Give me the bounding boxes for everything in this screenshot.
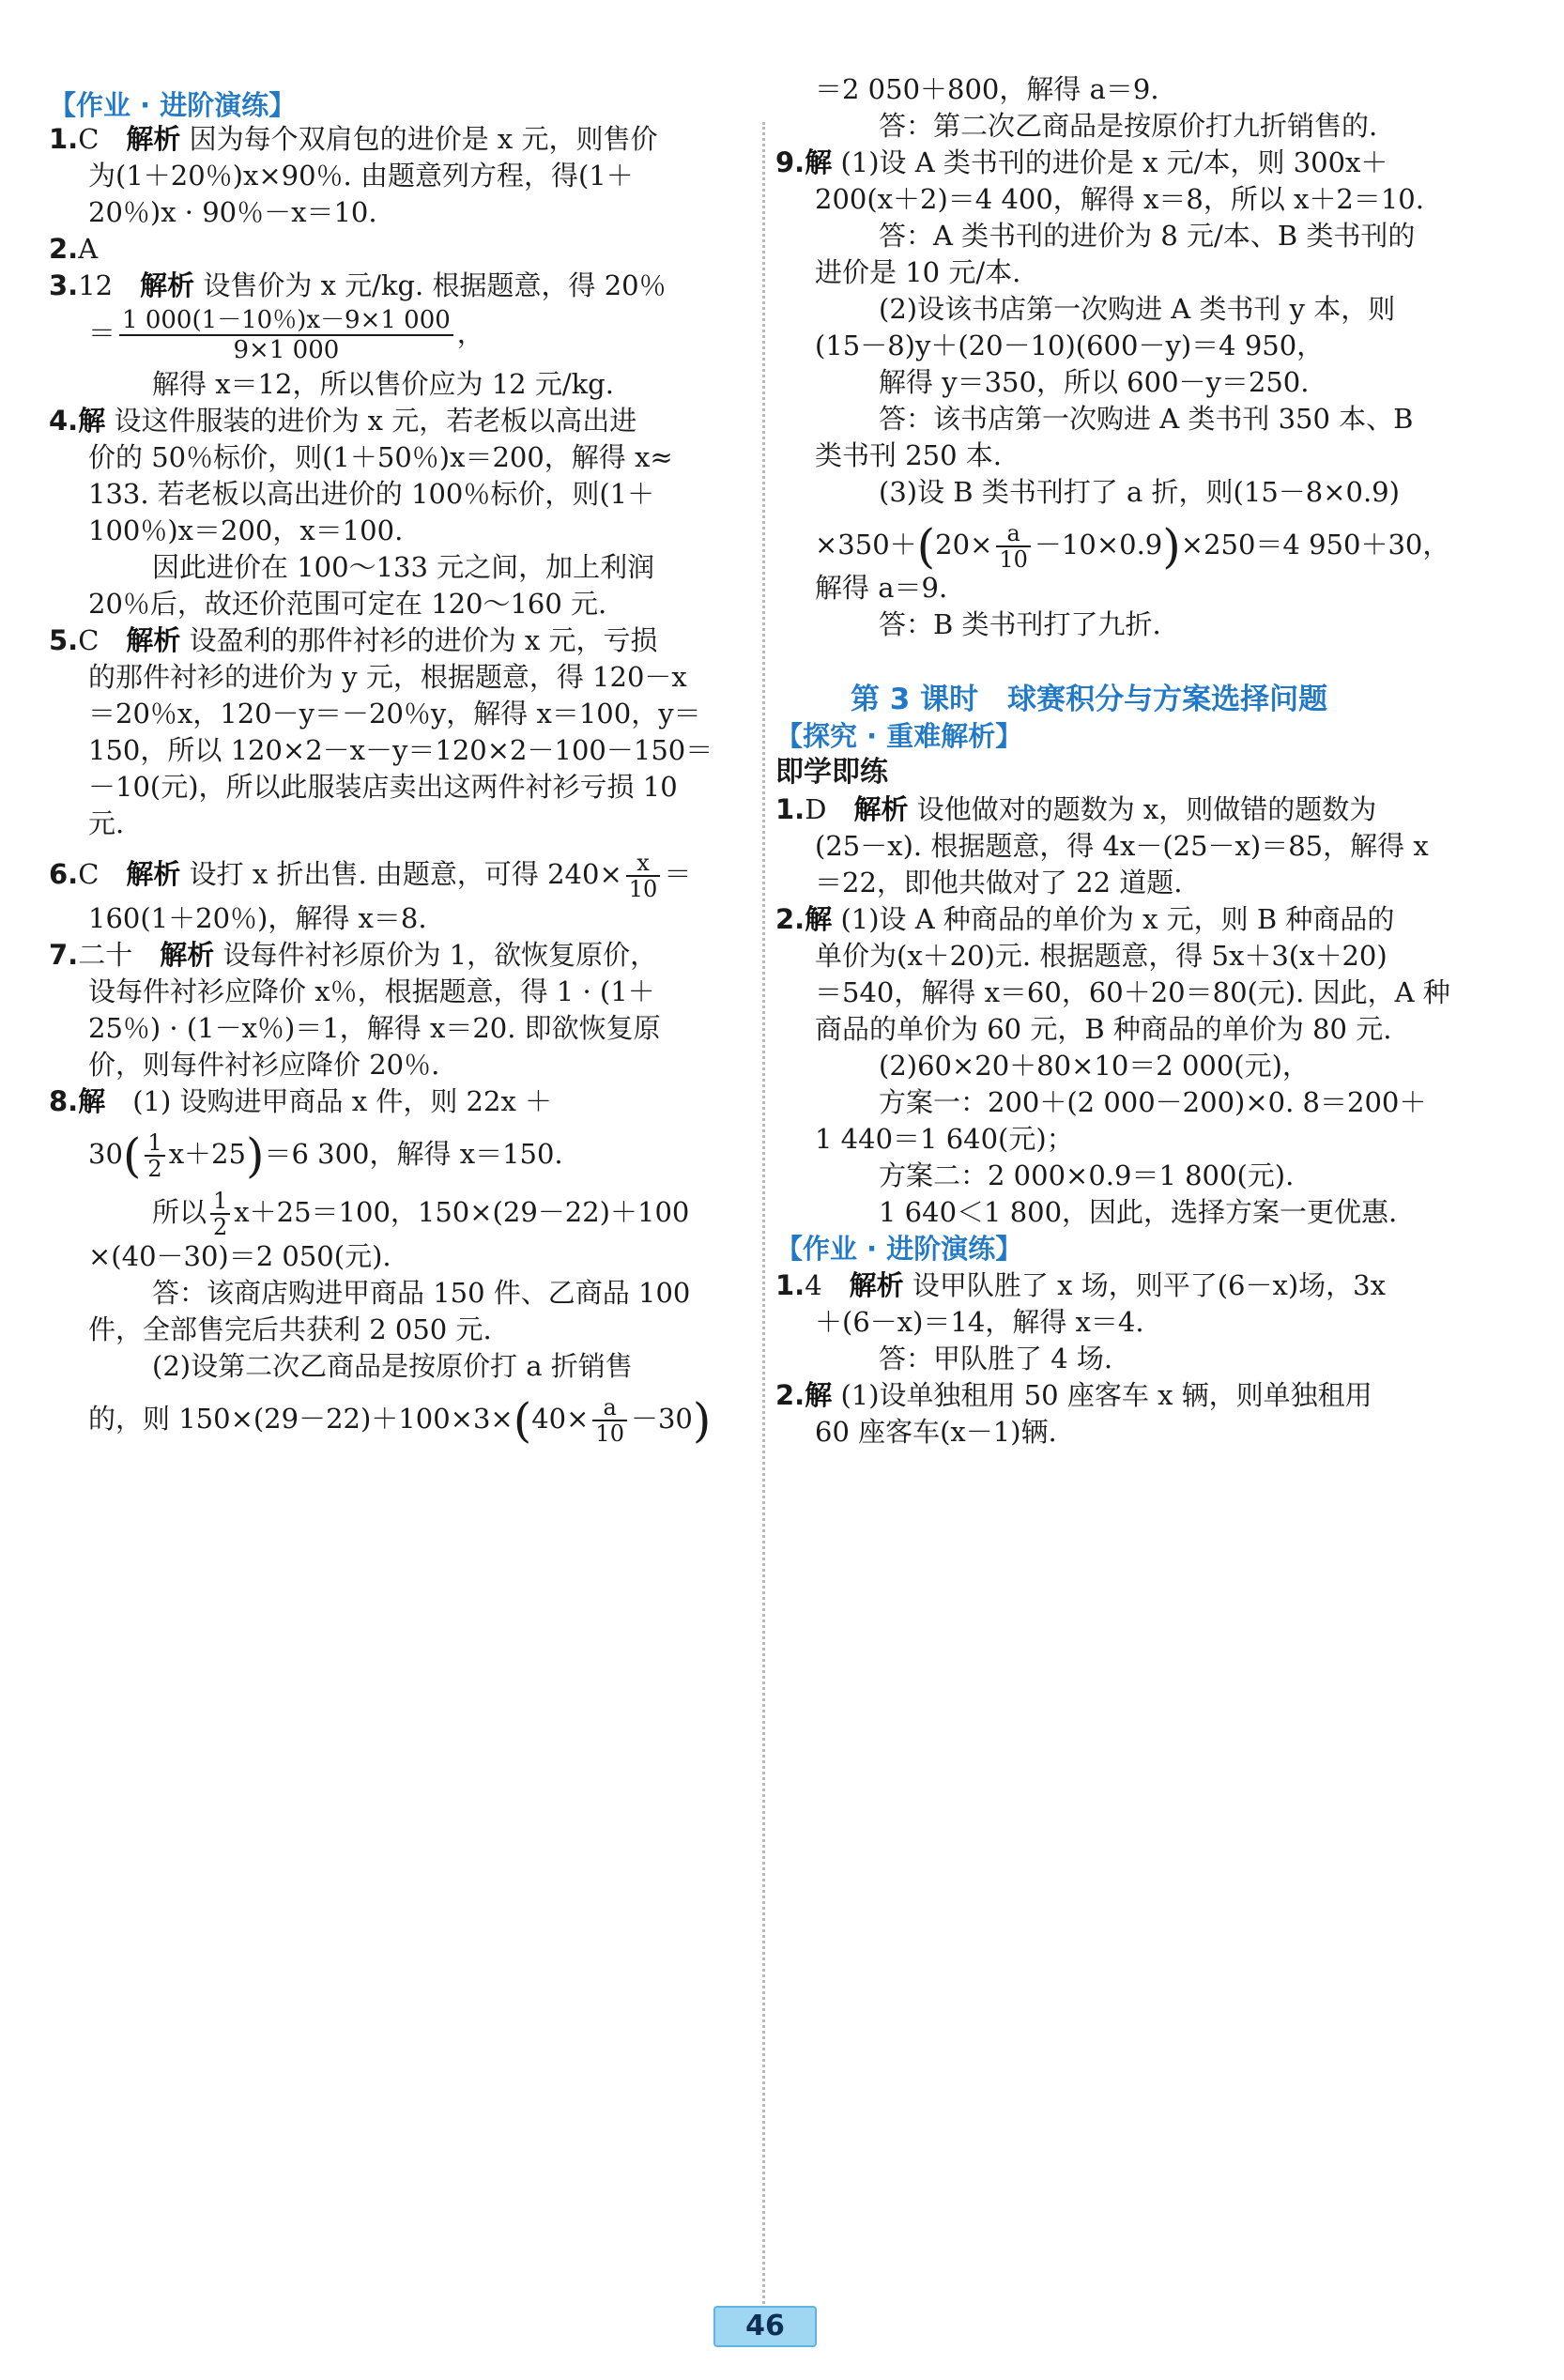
homework-1-line: ＋(6－x)＝14，解得 x＝4. [815, 1306, 1144, 1338]
answer-8-line: ×(40－30)＝2 050(元). [88, 1240, 391, 1272]
answer-7-line: 设每件衬衫应降价 x％，根据题意，得 1 · (1＋ [88, 975, 655, 1007]
answer-4-line: 133. 若老板以高出进价的 100％标价，则(1＋ [88, 478, 655, 510]
practice-2-line: 方案二：2 000×0.9＝1 800(元). [879, 1159, 1295, 1191]
section-tag-explore: 【探究 · 重难解析】 [775, 720, 1023, 752]
answer-8-line: (2)设第二次乙商品是按原价打 a 折销售 [152, 1350, 633, 1382]
answer-5-line: 150，所以 120×2－x－y＝120×2－100－150＝ [88, 734, 713, 766]
answer-5: 5.C 解析 设盈利的那件衬衫的进价为 x 元，亏损 [49, 624, 658, 656]
page-number: 46 [713, 2306, 817, 2347]
answer-9-line: 解得 y＝350，所以 600－y＝250. [879, 366, 1310, 398]
answer-9-line: 类书刊 250 本. [815, 439, 1003, 471]
answer-8-line: 答：该商店购进甲商品 150 件、乙商品 100 [152, 1277, 691, 1309]
answer-9-line: 解得 a＝9. [815, 572, 948, 604]
fraction: $\frac{1}{2}$ [210, 1189, 230, 1239]
answer-9-line: 进价是 10 元/本. [815, 256, 1021, 288]
practice-2-line: (2)60×20＋80×10＝2 000(元)， [879, 1050, 1310, 1082]
answer-6: 6.C 解析 设打 x 折出售. 由题意，可得 240× $\frac{x}{10}$ ＝ [49, 850, 692, 902]
answer-4-line: 价的 50％标价，则(1＋50％)x＝200，解得 x≈ [88, 441, 673, 473]
column-divider [762, 122, 765, 2310]
answer-8-line: 件，全部售完后共获利 2 050 元. [88, 1313, 492, 1345]
answer-7-line: 价，则每件衬衫应降价 20％. [88, 1049, 440, 1081]
section-tag-homework: 【作业 · 进阶演练】 [49, 89, 297, 121]
lesson-title: 第 3 课时 球赛积分与方案选择问题 [851, 683, 1328, 716]
answer-2: 2.A [49, 233, 99, 265]
answer-9-line: 答：B 类书刊打了九折. [879, 608, 1161, 640]
practice-2-line: ＝540，解得 x＝60，60＋20＝80(元). 因此，A 种 [815, 976, 1450, 1008]
answer-1-line: 为(1＋20％)x×90％. 由题意列方程，得(1＋ [88, 160, 634, 192]
answer-4-line: 因此进价在 100～133 元之间，加上利润 [152, 551, 655, 583]
fraction: $\frac{x}{10}$ [626, 851, 661, 901]
answer-1: 1.C 解析 因为每个双肩包的进价是 x 元，则售价 [49, 123, 658, 155]
answer-9: 9.解 (1)设 A 类书刊的进价是 x 元/本，则 300x＋ [775, 146, 1388, 178]
answer-7-line: 25％) · (1－x％)＝1，解得 x＝20. 即欲恢复原 [88, 1012, 661, 1044]
answer-9-line: ×350＋(20× $\frac{a}{10}$ －10×0.9)×250＝4 950＋30， [815, 519, 1450, 574]
answer-9-line: (2)设该书店第一次购进 A 类书刊 y 本，则 [879, 293, 1396, 325]
fraction: $\frac{a}{10}$ [996, 521, 1031, 572]
answer-3-fraction-line: ＝ $\frac{1 000(1-10\%)x-9\times 1 000}{9\times 1 000}$ ， [88, 306, 484, 364]
answer-7: 7.二十 解析 设每件衬衫原价为 1，欲恢复原价， [49, 939, 658, 971]
practice-2-line: 1 440＝1 640(元)； [815, 1123, 1074, 1155]
fraction: $\frac{a}{10}$ [592, 1395, 627, 1446]
answer-5-line: 元. [88, 807, 125, 839]
fraction: $\frac{1 000(1-10\%)x-9\times 1 000}{9\times 1 000}$ [119, 306, 453, 364]
homework-1-line: 答：甲队胜了 4 场. [879, 1343, 1113, 1374]
answer-4: 4.解 设这件服装的进价为 x 元，若老板以高出进 [49, 405, 637, 437]
answer-5-line: ＝20％x，120－y＝－20％y，解得 x＝100，y＝ [88, 698, 701, 729]
answer-8-line: 所以 $\frac{1}{2}$ x＋25＝100，150×(29－22)＋100 [152, 1188, 690, 1240]
answer-8-continued: 答：第二次乙商品是按原价打九折销售的. [879, 110, 1378, 142]
answer-6-line: 160(1＋20％)，解得 x＝8. [88, 902, 427, 934]
subheading-practice: 即学即练 [775, 756, 888, 789]
answer-3-line: 解得 x＝12，所以售价应为 12 元/kg. [152, 368, 614, 400]
answer-9-line: (3)设 B 类书刊打了 a 折，则(15－8×0.9) [879, 476, 1400, 508]
answer-8-line: 的，则 150×(29－22)＋100×3×(40× $\frac{a}{10}$ －30) [88, 1393, 712, 1448]
practice-2-line: 单价为(x＋20)元. 根据题意，得 5x＋3(x＋20) [815, 940, 1388, 972]
answer-4-line: 100％)x＝200，x＝100. [88, 514, 404, 546]
answer-3: 3.12 解析 设售价为 x 元/kg. 根据题意，得 20％ [49, 269, 667, 301]
section-tag-homework-2: 【作业 · 进阶演练】 [775, 1233, 1023, 1265]
answer-5-line: －10(元)，所以此服装店卖出这两件衬衫亏损 10 [88, 771, 678, 803]
homework-1: 1.4 解析 设甲队胜了 x 场，则平了(6－x)场，3x [775, 1269, 1386, 1301]
answer-9-line: 200(x＋2)＝4 400，解得 x＝8，所以 x＋2＝10. [815, 183, 1424, 215]
practice-2-line: 方案一：200＋(2 000－200)×0. 8＝200＋ [879, 1086, 1427, 1118]
answer-8-line: 30( $\frac{1}{2}$ x＋25)＝6 300，解得 x＝150. [88, 1129, 563, 1183]
fraction: $\frac{1}{2}$ [145, 1130, 164, 1181]
practice-1-line: ＝22，即他共做对了 22 道题. [815, 867, 1183, 898]
practice-2-line: 商品的单价为 60 元，B 种商品的单价为 80 元. [815, 1013, 1392, 1045]
answer-1-line: 20％)x · 90％－x＝10. [88, 196, 377, 228]
answer-8-continued: ＝2 050＋800，解得 a＝9. [815, 73, 1159, 105]
answer-9-line: 答：A 类书刊的进价为 8 元/本、B 类书刊的 [879, 220, 1416, 252]
answer-4-line: 20％后，故还价范围可定在 120～160 元. [88, 588, 607, 620]
practice-1-line: (25－x). 根据题意，得 4x－(25－x)＝85，解得 x [815, 830, 1429, 862]
practice-2-line: 1 640＜1 800，因此，选择方案一更优惠. [879, 1196, 1398, 1228]
answer-8: 8.解 (1) 设购进甲商品 x 件，则 22x ＋ [49, 1085, 553, 1117]
practice-1: 1.D 解析 设他做对的题数为 x，则做错的题数为 [775, 793, 1377, 825]
practice-2: 2.解 (1)设 A 种商品的单价为 x 元，则 B 种商品的 [775, 903, 1395, 935]
homework-2-line: 60 座客车(x－1)辆. [815, 1416, 1057, 1448]
answer-5-line: 的那件衬衫的进价为 y 元，根据题意，得 120－x [88, 661, 687, 693]
answer-9-line: 答：该书店第一次购进 A 类书刊 350 本、B [879, 403, 1414, 435]
homework-2: 2.解 (1)设单独租用 50 座客车 x 辆，则单独租用 [775, 1379, 1372, 1411]
answer-9-line: (15－8)y＋(20－10)(600－y)＝4 950， [815, 330, 1325, 361]
